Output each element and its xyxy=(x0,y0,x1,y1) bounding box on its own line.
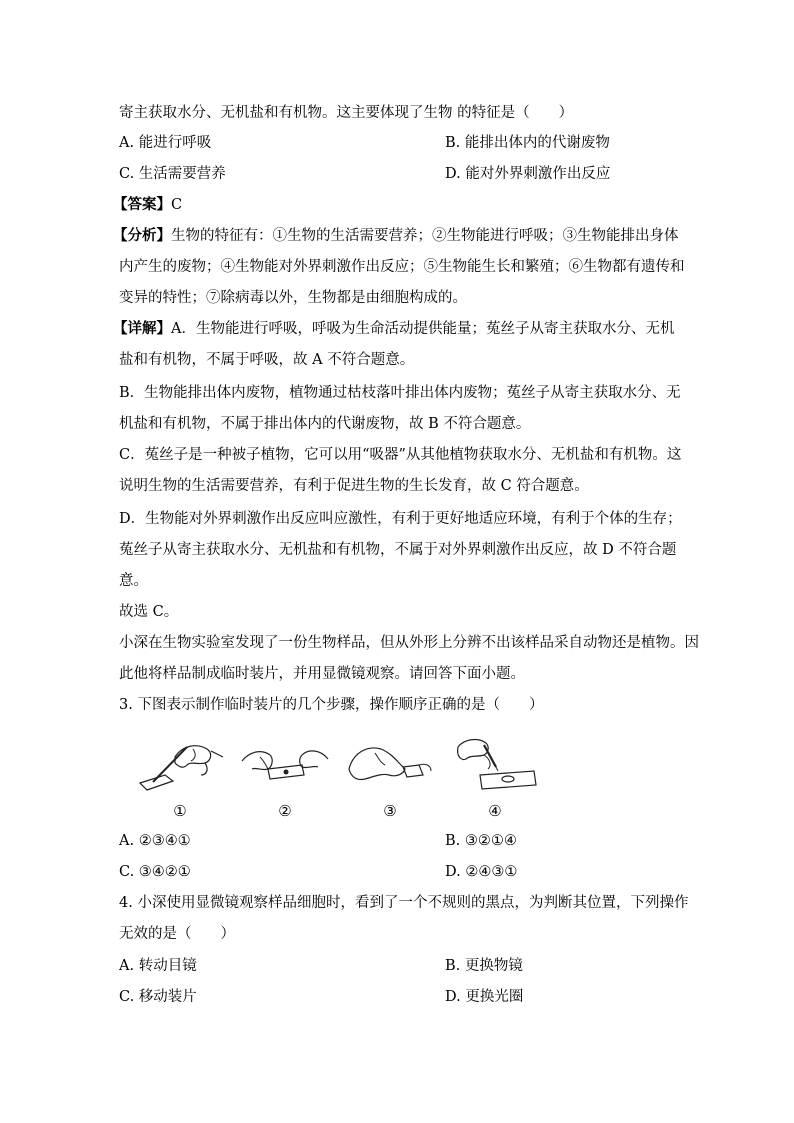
q3-option-a: A. ②③④① xyxy=(119,833,191,849)
figure-label-3: ③ xyxy=(383,802,397,820)
detail-label: 【详解】 xyxy=(113,320,171,337)
answer-line xyxy=(113,195,182,215)
question-stem-tail: 寄主获取水分、无机盐和有机物。这主要体现了生物 的特征是（ ） xyxy=(119,105,574,121)
slide-wiping-icon xyxy=(135,735,225,795)
analysis-line-1: 【分析】生物的特征有：①生物的生活需要营养；②生物能进行呼吸；③生物能排出身体 xyxy=(113,227,679,244)
q3-option-d: D. ②④③① xyxy=(445,864,518,880)
detail-line-8: 菟丝子从寄主获取水分、无机盐和有机物，不属于对外界刺激作出反应，故 D 不符合题 xyxy=(119,542,677,558)
detail-line-4: 机盐和有机物，不属于排出体内的代谢废物，故 B 不符合题意。 xyxy=(119,416,531,432)
q4-option-d: D. 更换光圈 xyxy=(445,989,524,1005)
detail-line-5: C．菟丝子是一种被子植物，它可以用“吸器”从其他植物获取水分、无机盐和有机物。这 xyxy=(119,447,682,463)
detail-line-1: 【详解】A．生物能进行呼吸，呼吸为生命活动提供能量；菟丝子从寄主获取水分、无机 xyxy=(113,320,675,337)
figure-step-3 xyxy=(345,735,435,825)
detail-line-9: 意。 xyxy=(119,573,148,589)
q4-option-c: C. 移动装片 xyxy=(119,989,197,1005)
answer-value: C xyxy=(171,197,183,213)
detail-line-2: 盐和有机物，不属于呼吸，故 A 不符合题意。 xyxy=(119,352,415,368)
analysis-line-3: 变异的特性；⑦除病毒以外，生物都是由细胞构成的。 xyxy=(119,290,467,306)
answer-label: 【答案】 xyxy=(113,196,171,213)
detail-line-10: 故选 C。 xyxy=(119,604,179,620)
slide-placing-icon xyxy=(240,735,330,795)
figure-step-4 xyxy=(450,735,540,825)
figure-label-1: ① xyxy=(173,802,187,820)
analysis-line-2: 内产生的废物；④生物能对外界刺激作出反应；⑤生物能生长和繁殖；⑥生物都有遗传和 xyxy=(119,259,685,275)
detail-line-6: 说明生物的生活需要营养，有利于促进生物的生长发育，故 C 符合题意。 xyxy=(119,478,589,494)
option-b: B. 能排出体内的代谢废物 xyxy=(445,135,610,151)
figure-step-2 xyxy=(240,735,330,825)
analysis-label: 【分析】 xyxy=(113,227,171,244)
figure-label-2: ② xyxy=(278,802,292,820)
q4-stem-line-2: 无效的是（ ） xyxy=(119,926,235,942)
q3-option-b: B. ③②①④ xyxy=(445,833,517,849)
q3-figure xyxy=(135,735,555,825)
figure-label-4: ④ xyxy=(488,802,502,820)
option-c: C. 生活需要营养 xyxy=(119,166,226,182)
q3-stem: 3. 下图表示制作临时装片的几个步骤，操作顺序正确的是（ ） xyxy=(119,697,544,713)
detail-line-7: D．生物能对外界刺激作出反应叫应激性，有利于更好地适应环境，有利于个体的生存； xyxy=(119,511,682,527)
option-d: D. 能对外界刺激作出反应 xyxy=(445,166,611,182)
q3-option-c: C. ③④②① xyxy=(119,864,191,880)
dropper-icon xyxy=(450,735,540,795)
passage-line-1: 小深在生物实验室发现了一份生物样品，但从外形上分辨不出该样品采自动物还是植物。因 xyxy=(119,635,699,651)
q4-option-b: B. 更换物镜 xyxy=(445,958,523,974)
coverslip-icon xyxy=(345,735,435,795)
figure-step-1 xyxy=(135,735,225,825)
option-a: A. 能进行呼吸 xyxy=(119,135,212,151)
q4-stem-line-1: 4. 小深使用显微镜观察样品细胞时，看到了一个不规则的黑点，为判断其位置，下列操作 xyxy=(119,895,689,911)
q4-option-a: A. 转动目镜 xyxy=(119,958,197,974)
detail-line-3: B．生物能排出体内废物，植物通过枯枝落叶排出体内废物；菟丝子从寄主获取水分、无 xyxy=(119,385,681,401)
passage-line-2: 此他将样品制成临时装片，并用显微镜观察。请回答下面小题。 xyxy=(119,666,525,682)
